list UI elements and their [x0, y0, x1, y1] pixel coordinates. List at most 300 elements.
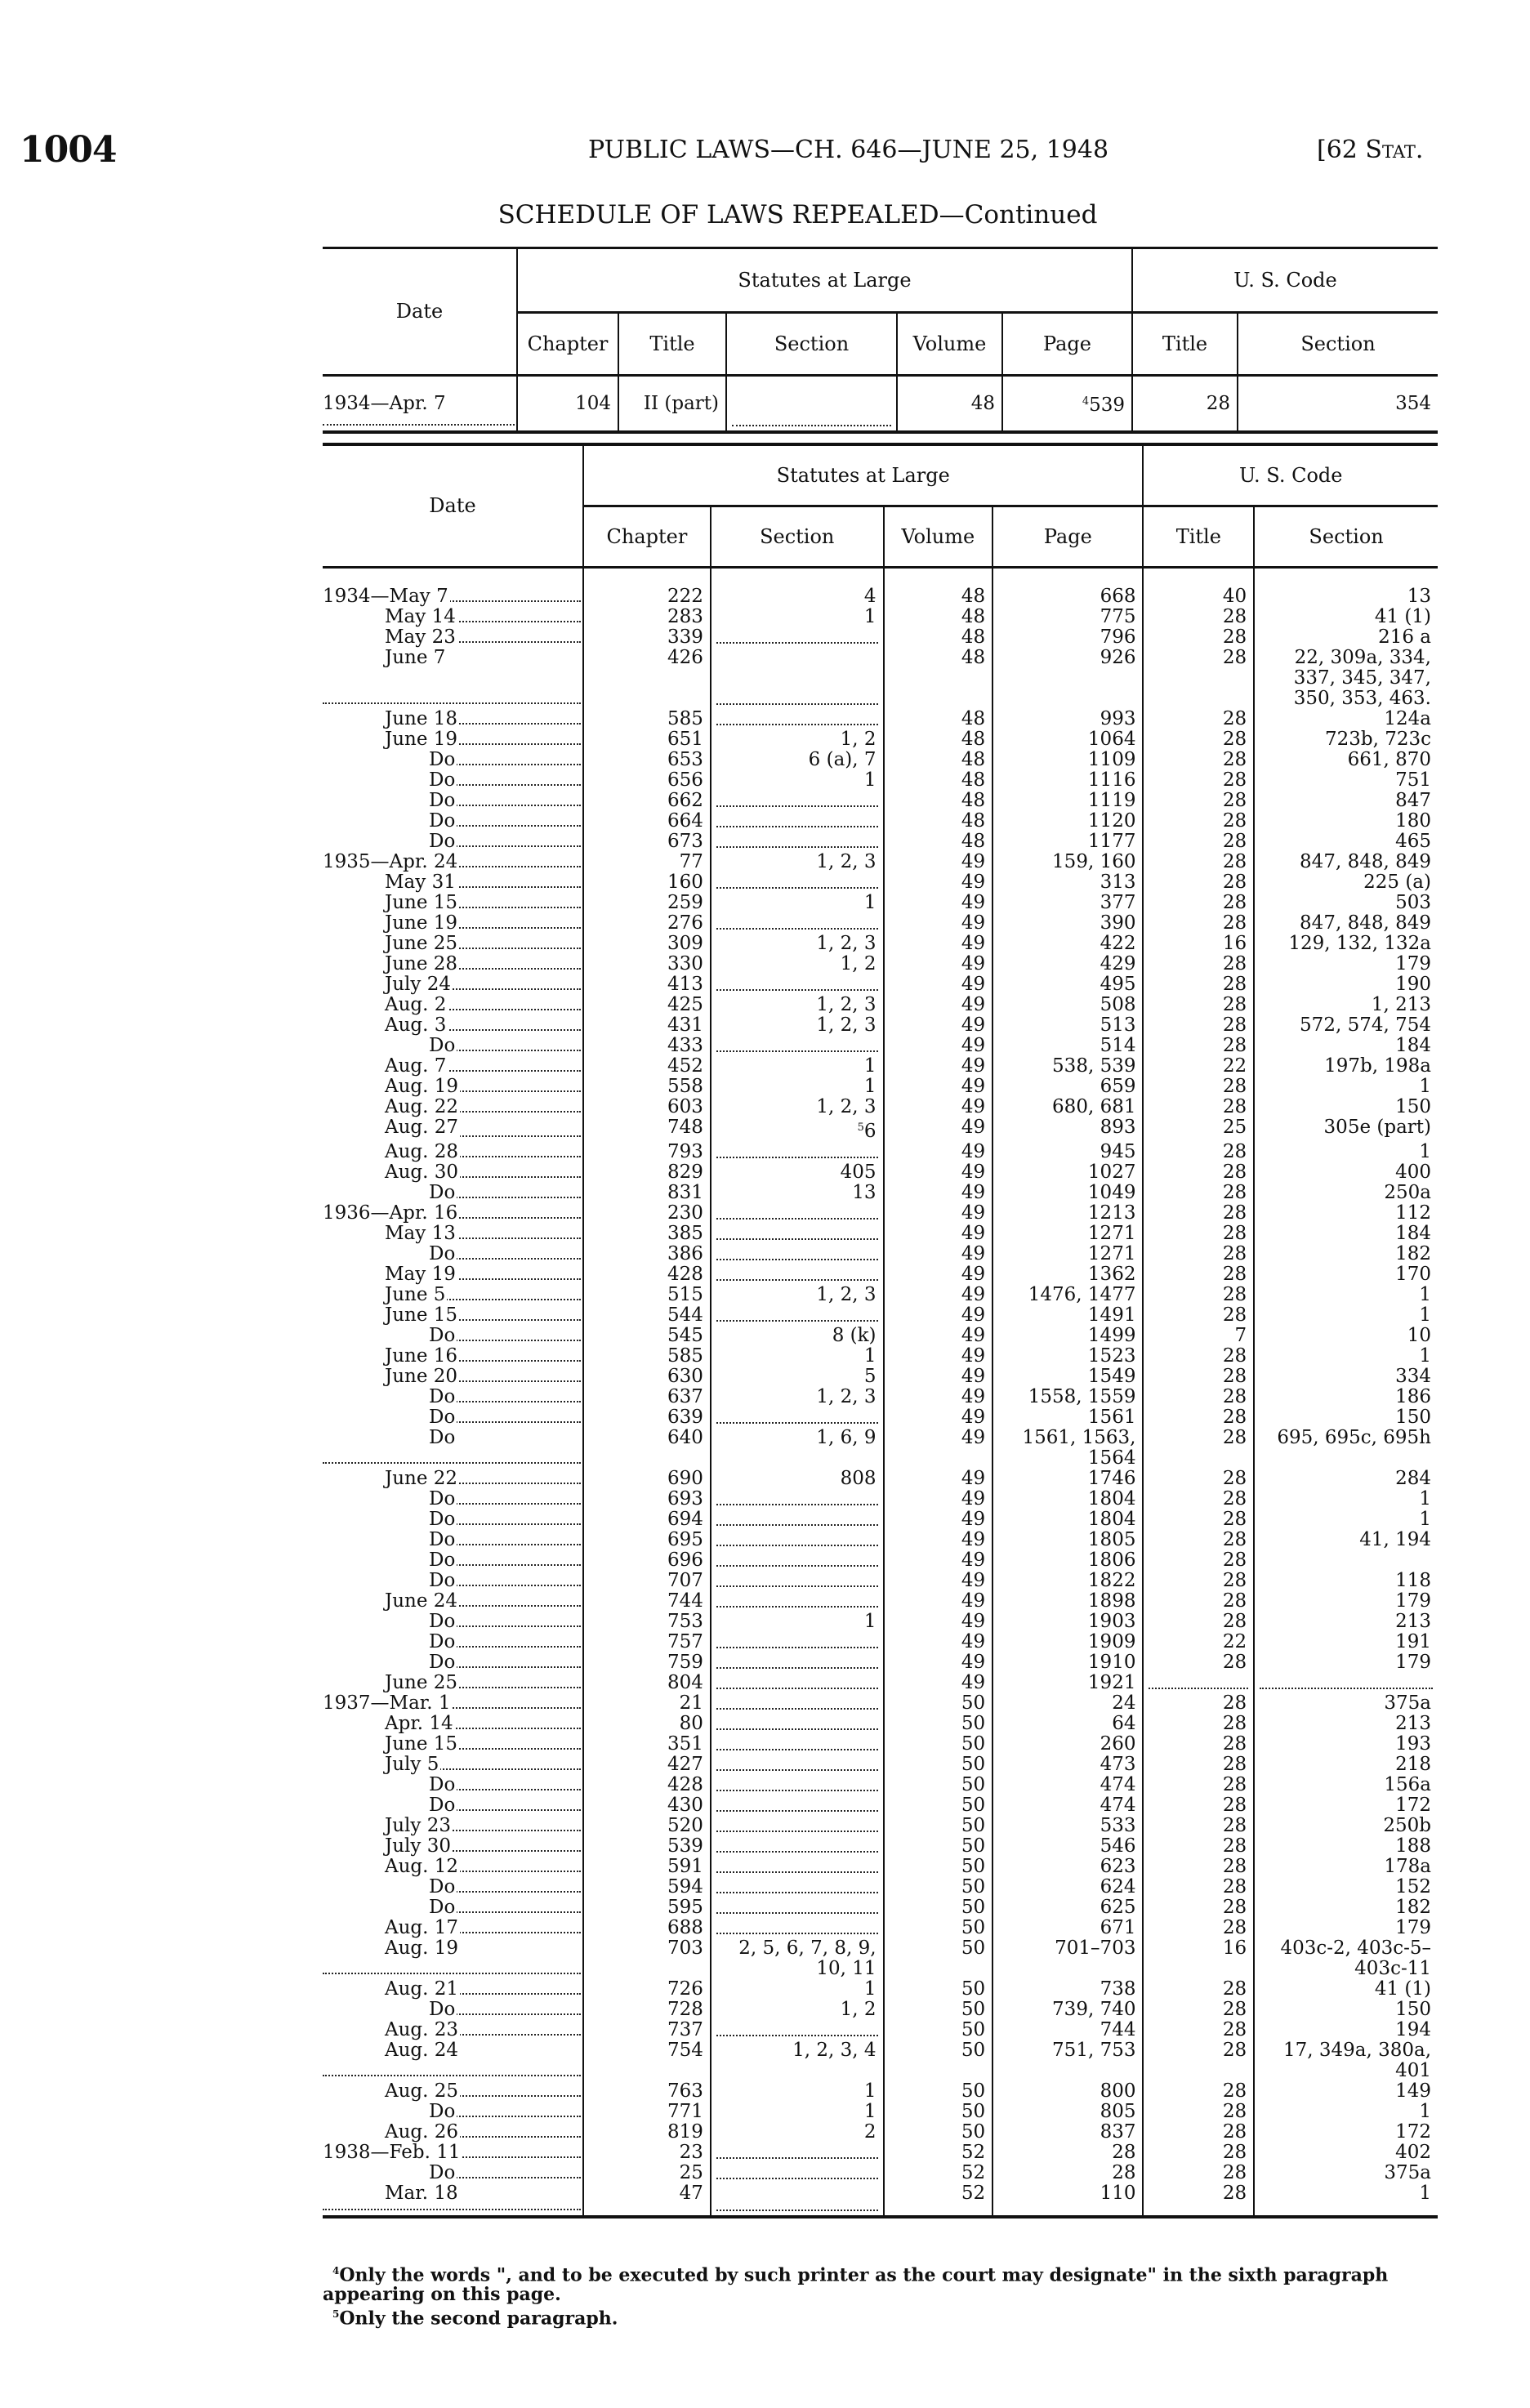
usc-section-cell: 375a	[1254, 1693, 1438, 1714]
chapter-cell: 630	[583, 1367, 711, 1387]
section-cell: 1, 2	[711, 954, 884, 974]
date-label: Aug. 26	[323, 2122, 460, 2143]
usc-section-cell: 1	[1254, 1142, 1438, 1162]
volume-cell: 50	[884, 2000, 993, 2020]
usc-section-cell: 180	[1254, 811, 1438, 832]
volume-cell: 49	[884, 1591, 993, 1612]
date-cell	[323, 1015, 583, 1036]
dot-leader	[716, 1157, 878, 1158]
section-cell: 6 (a), 7	[711, 750, 884, 770]
section-cell	[711, 791, 884, 811]
usc-title-cell: 28	[1143, 1469, 1254, 1489]
date-cell	[323, 2081, 583, 2102]
date-cell	[323, 2102, 583, 2122]
volume-cell: 48	[884, 729, 993, 750]
date-label: Do	[323, 1428, 457, 1448]
usc-title-cell: 28	[1143, 1407, 1254, 1428]
running-head: PUBLIC LAWS—CH. 646—JUNE 25, 1948	[588, 136, 1109, 164]
col-header-date: Date	[323, 248, 517, 376]
usc-section-cell: 178a	[1254, 1857, 1438, 1877]
volume-cell: 49	[884, 995, 993, 1015]
date-cell	[323, 2143, 583, 2163]
page-cell: 1499	[992, 1326, 1143, 1346]
page-cell: 110	[992, 2183, 1143, 2217]
page-cell: 422	[992, 934, 1143, 954]
date-label: Do	[323, 832, 457, 852]
schedule-title: SCHEDULE OF LAWS REPEALED—Continued	[497, 200, 1098, 230]
page-cell: 546	[992, 1836, 1143, 1857]
section-cell	[711, 1550, 884, 1571]
page-cell: 538, 539	[992, 1056, 1143, 1077]
usc-section-cell: 179	[1254, 1652, 1438, 1673]
chapter-cell: 25	[583, 2163, 711, 2183]
date-label: Mar. 18	[323, 2183, 460, 2204]
volume-cell: 50	[884, 1775, 993, 1795]
date-cell	[323, 1795, 583, 1816]
usc-section-cell: 186	[1254, 1387, 1438, 1407]
section-cell	[711, 1795, 884, 1816]
page-cell: 474	[992, 1775, 1143, 1795]
table-row	[323, 1693, 1438, 1714]
chapter-cell: 452	[583, 1056, 711, 1077]
section-cell	[711, 1836, 884, 1857]
col-header-page: Page	[1002, 313, 1132, 376]
section-cell: 1	[711, 893, 884, 913]
page-cell: 1898	[992, 1591, 1143, 1612]
usc-title-cell: 22	[1143, 1056, 1254, 1077]
section-cell	[711, 648, 884, 709]
col-header-chapter: Chapter	[517, 313, 618, 376]
date-label: May 13	[323, 1224, 457, 1244]
table-row	[323, 1632, 1438, 1652]
table-row	[323, 1755, 1438, 1775]
section-cell: 405	[711, 1162, 884, 1183]
usc-title-cell: 28	[1143, 1489, 1254, 1509]
date-label: July 30	[323, 1836, 453, 1857]
date-label: Aug. 19	[323, 1077, 460, 1097]
section-cell: 808	[711, 1469, 884, 1489]
date-cell	[323, 1203, 583, 1224]
table-row	[323, 893, 1438, 913]
table-row	[323, 1285, 1438, 1305]
dot-leader	[716, 989, 878, 991]
chapter-cell: 763	[583, 2081, 711, 2102]
col-group-statutes-at-large: Statutes at Large	[583, 444, 1144, 506]
volume-cell: 50	[884, 1755, 993, 1775]
usc-title-cell: 28	[1143, 2000, 1254, 2020]
page-cell: 623	[992, 1857, 1143, 1877]
dot-leader	[716, 1810, 878, 1812]
footnote-ref: 4	[1082, 395, 1090, 408]
date-cell	[323, 1877, 583, 1897]
usc-title-cell: 28	[1143, 1775, 1254, 1795]
volume-cell: 50	[884, 1938, 993, 1979]
volume-cell: 50	[884, 2020, 993, 2040]
date-cell	[323, 770, 583, 791]
usc-title-cell: 28	[1143, 1097, 1254, 1117]
volume-cell: 50	[884, 1734, 993, 1755]
date-cell	[323, 2040, 583, 2081]
date-label: June 5	[323, 1285, 447, 1305]
date-label: June 16	[323, 1346, 459, 1367]
volume-cell: 49	[884, 1346, 993, 1367]
page-cell: 1271	[992, 1244, 1143, 1264]
table-row	[323, 1938, 1438, 1979]
page-cell: 513	[992, 1015, 1143, 1036]
col-header-usc-section: Section	[1238, 313, 1438, 376]
date-label: Do	[323, 2000, 457, 2020]
usc-title-cell: 28	[1143, 1571, 1254, 1591]
page-cell: 1903	[992, 1612, 1143, 1632]
chapter-cell: 754	[583, 2040, 711, 2081]
section-cell: 1	[711, 607, 884, 627]
page-cell: 1109	[992, 750, 1143, 770]
table-row	[323, 2081, 1438, 2102]
usc-title-cell: 28	[1143, 1979, 1254, 2000]
section-cell	[711, 1407, 884, 1428]
page-cell: 668	[992, 568, 1143, 608]
usc-section-cell: 149	[1254, 2081, 1438, 2102]
page-cell: 1523	[992, 1346, 1143, 1367]
date-label: Aug. 30	[323, 1162, 460, 1183]
date-label: Do	[323, 1897, 457, 1918]
usc-section-cell: 41, 194	[1254, 1530, 1438, 1550]
table-row	[323, 1056, 1438, 1077]
usc-section-cell: 170	[1254, 1264, 1438, 1285]
volume-cell: 48	[897, 376, 1002, 433]
table-row	[323, 872, 1438, 893]
chapter-cell: 77	[583, 852, 711, 872]
volume-cell: 49	[884, 954, 993, 974]
section-cell	[711, 832, 884, 852]
usc-title-cell: 28	[1143, 1203, 1254, 1224]
section-cell	[711, 1142, 884, 1162]
date-label: Do	[323, 770, 457, 791]
dot-leader	[716, 1565, 878, 1567]
chapter-cell: 585	[583, 1346, 711, 1367]
volume-cell: 50	[884, 1816, 993, 1836]
usc-section-cell: 847, 848, 849	[1254, 913, 1438, 934]
chapter-cell: 744	[583, 1591, 711, 1612]
date-label: June 25	[323, 1673, 459, 1693]
date-cell	[323, 1938, 583, 1979]
usc-section-cell: 22, 309a, 334, 337, 345, 347, 350, 353, 463.	[1254, 648, 1438, 709]
date-label: Do	[323, 1612, 457, 1632]
section-cell	[711, 1632, 884, 1652]
usc-section-cell: 179	[1254, 1918, 1438, 1938]
date-cell	[323, 1387, 583, 1407]
usc-section-cell: 847	[1254, 791, 1438, 811]
date-cell	[323, 1428, 583, 1469]
page-cell: 1119	[992, 791, 1143, 811]
table-row	[323, 709, 1438, 729]
page-cell: 1476, 1477	[992, 1285, 1143, 1305]
page-cell: 993	[992, 709, 1143, 729]
page-cell: 1213	[992, 1203, 1143, 1224]
usc-title-cell: 28	[1132, 376, 1238, 433]
dot-leader	[323, 702, 581, 704]
volume-cell: 49	[884, 1056, 993, 1077]
table-row	[323, 770, 1438, 791]
table-row	[323, 1591, 1438, 1612]
volume-cell: 49	[884, 1428, 993, 1469]
table-row	[323, 934, 1438, 954]
dot-leader	[716, 1769, 878, 1771]
usc-title-cell: 28	[1143, 1612, 1254, 1632]
table-row	[323, 1346, 1438, 1367]
page-cell: 1049	[992, 1183, 1143, 1203]
date-cell	[323, 1979, 583, 2000]
col-group-us-code: U. S. Code	[1143, 444, 1438, 506]
chapter-cell: 351	[583, 1734, 711, 1755]
chapter-cell: 804	[583, 1673, 711, 1693]
date-cell	[323, 1755, 583, 1775]
usc-title-cell: 28	[1143, 2163, 1254, 2183]
chapter-cell: 640	[583, 1428, 711, 1469]
volume-cell: 49	[884, 1652, 993, 1673]
footnotes	[323, 2261, 1442, 2329]
dot-leader	[1260, 1688, 1433, 1689]
date-cell	[323, 913, 583, 934]
volume-cell: 49	[884, 1015, 993, 1036]
usc-section-cell: 10	[1254, 1326, 1438, 1346]
date-label: Aug. 24	[323, 2040, 460, 2061]
usc-section-cell: 661, 870	[1254, 750, 1438, 770]
date-label: Do	[323, 1244, 457, 1264]
chapter-cell: 771	[583, 2102, 711, 2122]
page-cell: 1064	[992, 729, 1143, 750]
date-label: Do	[323, 811, 457, 832]
date-label: Do	[323, 791, 457, 811]
col-header-chapter: Chapter	[583, 506, 711, 568]
table-row	[323, 2163, 1438, 2183]
dot-leader	[716, 1933, 878, 1934]
page-cell: 805	[992, 2102, 1143, 2122]
date-label: Do	[323, 2102, 457, 2122]
section-cell	[711, 627, 884, 648]
volume-cell: 50	[884, 1897, 993, 1918]
chapter-cell: 433	[583, 1036, 711, 1056]
date-cell	[323, 995, 583, 1015]
volume-cell: 49	[884, 974, 993, 995]
date-cell	[323, 1693, 583, 1714]
table-row	[323, 1244, 1438, 1264]
dot-leader	[716, 2210, 878, 2211]
page-cell: 474	[992, 1795, 1143, 1816]
dot-leader	[732, 425, 891, 426]
usc-title-cell: 28	[1143, 1509, 1254, 1530]
usc-section-cell: 1	[1254, 1509, 1438, 1530]
section-cell	[711, 709, 884, 729]
section-cell	[711, 872, 884, 893]
col-header-usc-title: Title	[1132, 313, 1238, 376]
date-label: June 15	[323, 893, 459, 913]
usc-title-cell: 28	[1143, 974, 1254, 995]
page-cell: 377	[992, 893, 1143, 913]
table-row	[323, 852, 1438, 872]
page-cell: 533	[992, 1816, 1143, 1836]
date-cell	[323, 1652, 583, 1673]
usc-title-cell: 28	[1143, 1877, 1254, 1897]
date-cell	[323, 2122, 583, 2143]
dot-leader	[716, 1606, 878, 1608]
table-row	[323, 1489, 1438, 1509]
chapter-cell: 726	[583, 1979, 711, 2000]
usc-section-cell: 194	[1254, 2020, 1438, 2040]
date-label: Do	[323, 1530, 457, 1550]
section-cell: 1, 6, 9	[711, 1428, 884, 1469]
chapter-cell: 831	[583, 1183, 711, 1203]
dot-leader	[1149, 1688, 1248, 1689]
chapter-cell: 283	[583, 607, 711, 627]
section-cell	[711, 1117, 884, 1142]
table-row	[323, 729, 1438, 750]
dot-leader	[716, 1708, 878, 1710]
page-cell: 1804	[992, 1489, 1143, 1509]
page-cell: 1746	[992, 1469, 1143, 1489]
section-cell	[711, 1816, 884, 1836]
section-cell: 1	[711, 1056, 884, 1077]
volume-cell: 49	[884, 1612, 993, 1632]
usc-title-cell: 28	[1143, 872, 1254, 893]
usc-title-cell: 28	[1143, 770, 1254, 791]
date-cell	[323, 1097, 583, 1117]
date-cell	[323, 568, 583, 608]
volume-cell: 49	[884, 1489, 993, 1509]
table-row	[323, 750, 1438, 770]
table-row	[323, 1877, 1438, 1897]
date-cell	[323, 1224, 583, 1244]
page-cell: 796	[992, 627, 1143, 648]
date-cell	[323, 750, 583, 770]
section-cell: 5	[711, 1367, 884, 1387]
section-cell: 1	[711, 1346, 884, 1367]
footnote-ref: 5	[857, 1122, 864, 1134]
date-cell	[323, 811, 583, 832]
dot-leader	[716, 1504, 878, 1505]
usc-section-cell: 723b, 723c	[1254, 729, 1438, 750]
section-cell: 1, 2	[711, 729, 884, 750]
usc-section-cell: 375a	[1254, 2163, 1438, 2183]
page-cell: 739, 740	[992, 2000, 1143, 2020]
page-cell: 1491	[992, 1305, 1143, 1326]
table-row	[323, 1077, 1438, 1097]
table-row	[323, 1816, 1438, 1836]
col-group-us-code: U. S. Code	[1132, 248, 1438, 313]
table-row	[323, 568, 1438, 608]
table-row	[323, 1264, 1438, 1285]
page-cell: 514	[992, 1036, 1143, 1056]
usc-section-cell: 179	[1254, 954, 1438, 974]
table-row	[323, 1469, 1438, 1489]
date-label: May 19	[323, 1264, 457, 1285]
table-row	[323, 376, 1438, 433]
usc-title-cell: 28	[1143, 913, 1254, 934]
page-cell: 701–703	[992, 1938, 1143, 1979]
section-cell	[711, 1897, 884, 1918]
date-label: July 24	[323, 974, 453, 995]
table-row	[323, 2020, 1438, 2040]
usc-title-cell: 28	[1143, 648, 1254, 709]
date-label: May 31	[323, 872, 457, 893]
table-row	[323, 2143, 1438, 2163]
date-label: June 7	[323, 648, 447, 668]
section-cell	[711, 1652, 884, 1673]
chapter-cell: 386	[583, 1244, 711, 1264]
chapter-cell: 520	[583, 1816, 711, 1836]
date-label: Aug. 28	[323, 1142, 460, 1162]
date-cell	[323, 709, 583, 729]
usc-section-cell: 112	[1254, 1203, 1438, 1224]
chapter-cell: 651	[583, 729, 711, 750]
date-label: June 25	[323, 934, 459, 954]
usc-title-cell: 28	[1143, 832, 1254, 852]
section-cell	[711, 1918, 884, 1938]
date-label: 1938—Feb. 11	[323, 2143, 461, 2163]
chapter-cell: 222	[583, 568, 711, 608]
usc-title-cell: 28	[1143, 1285, 1254, 1305]
page-cell: 313	[992, 872, 1143, 893]
usc-title-cell: 28	[1143, 1530, 1254, 1550]
volume-cell: 50	[884, 1693, 993, 1714]
table-row	[323, 1673, 1438, 1693]
date-label: Do	[323, 1387, 457, 1407]
statute-reference	[1317, 136, 1423, 164]
section-cell: 1, 2, 3	[711, 1387, 884, 1407]
usc-section-cell: 213	[1254, 1714, 1438, 1734]
usc-title-cell: 28	[1143, 1816, 1254, 1836]
section-cell: 1, 2	[711, 2000, 884, 2020]
table-row	[323, 1734, 1438, 1755]
date-label: June 15	[323, 1734, 459, 1755]
chapter-cell: 431	[583, 1015, 711, 1036]
col-group-statutes-at-large: Statutes at Large	[517, 248, 1132, 313]
date-cell	[323, 1550, 583, 1571]
chapter-cell: 595	[583, 1897, 711, 1918]
chapter-cell: 428	[583, 1775, 711, 1795]
usc-section-cell: 197b, 198a	[1254, 1056, 1438, 1077]
volume-cell: 49	[884, 1285, 993, 1305]
volume-cell: 48	[884, 811, 993, 832]
page-cell: 28	[992, 2163, 1143, 2183]
section-cell: 1	[711, 1612, 884, 1632]
page-cell: 800	[992, 2081, 1143, 2102]
chapter-cell: 639	[583, 1407, 711, 1428]
section-cell	[711, 2020, 884, 2040]
date-cell	[323, 1530, 583, 1550]
usc-title-cell: 28	[1143, 1142, 1254, 1162]
date-label: Aug. 22	[323, 1097, 460, 1117]
chapter-cell: 662	[583, 791, 711, 811]
date-cell	[323, 1836, 583, 1857]
volume-cell: 48	[884, 648, 993, 709]
section-cell	[711, 1036, 884, 1056]
dot-leader	[716, 1667, 878, 1669]
date-cell	[323, 1142, 583, 1162]
usc-section-cell: 190	[1254, 974, 1438, 995]
dot-leader	[716, 1831, 878, 1832]
footnote-mark: 5	[332, 2308, 340, 2321]
date-cell	[323, 974, 583, 995]
usc-section-cell: 354	[1238, 376, 1438, 433]
usc-section-cell: 179	[1254, 1591, 1438, 1612]
date-cell	[323, 1117, 583, 1142]
dot-leader	[716, 1545, 878, 1546]
table-row	[323, 1015, 1438, 1036]
volume-cell: 52	[884, 2183, 993, 2217]
date-label: Do	[323, 1183, 457, 1203]
table-row	[323, 913, 1438, 934]
